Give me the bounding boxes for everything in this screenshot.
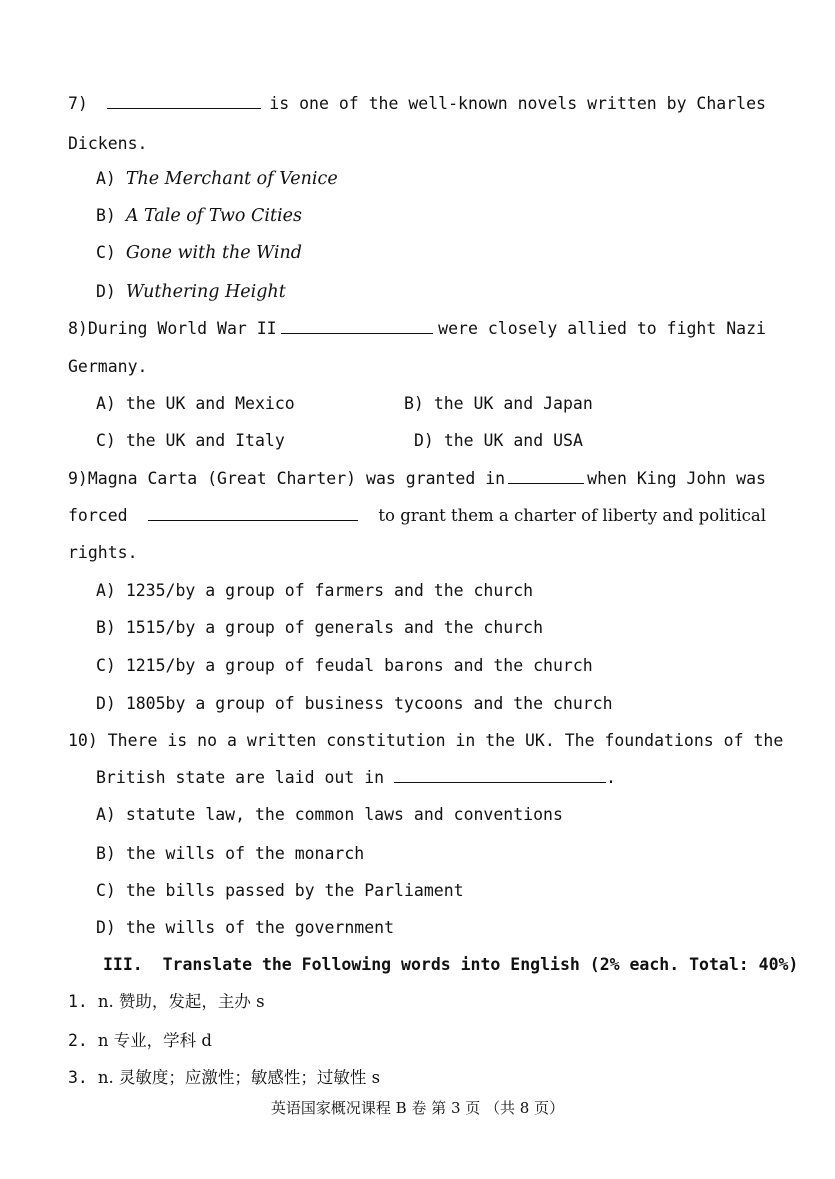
q8-stem-a: During World War II — [87, 319, 277, 338]
q9-line2-a: forced — [68, 506, 128, 525]
q9-stem-line — [68, 469, 766, 489]
q9-answer-blank-2[interactable] — [148, 506, 358, 521]
q7-option-b[interactable]: B) A Tale of Two Cities — [96, 206, 302, 226]
q8-number: 8) — [68, 319, 88, 338]
q8-option-a[interactable]: A) the UK and Mexico — [96, 394, 295, 413]
q9-number: 9) — [68, 469, 88, 488]
q8-option-d[interactable]: D) the UK and USA — [414, 431, 583, 450]
q10-number: 10) — [68, 731, 98, 750]
q9-line2-b: to grant them a charter of liberty and political — [378, 506, 766, 525]
q7-stem-text: is one of the well-known novels written by Charles — [269, 94, 766, 113]
q7-stem-continued: Dickens. — [68, 134, 148, 153]
q9-answer-blank-1[interactable] — [508, 469, 584, 484]
q9-option-c[interactable]: C) 1215/by a group of feudal barons and the church — [96, 656, 593, 675]
q7-option-c[interactable]: C) Gone with the Wind — [96, 243, 302, 263]
section-3-heading: III. Translate the Following words into English (2% each. Total: 40%) — [103, 955, 799, 974]
page-footer: 英语国家概况课程 B 卷 第 3 页 （共 8 页） — [270, 1099, 565, 1117]
q8-stem-line — [68, 319, 766, 339]
q9-option-b[interactable]: B) 1515/by a group of generals and the church — [96, 618, 544, 637]
q10-option-d[interactable]: D) the wills of the government — [96, 918, 395, 937]
q7-option-a[interactable]: A) The Merchant of Venice — [96, 169, 338, 189]
q8-option-b[interactable]: B) the UK and Japan — [404, 394, 593, 413]
q10-stem: There is no a written constitution in the UK. The foundations of the — [107, 731, 784, 750]
q10-line2: British state are laid out in . — [96, 768, 616, 787]
q7-number: 7) — [68, 94, 88, 113]
translate-item-3: 3. n. 灵敏度；应激性；敏感性；过敏性 s — [68, 1068, 381, 1087]
q8-answer-blank[interactable] — [281, 319, 433, 334]
q10-option-a[interactable]: A) statute law, the common laws and conventions — [96, 805, 563, 824]
q10-stem-line — [68, 731, 783, 751]
q9-line2 — [68, 506, 766, 526]
q7-stem-line — [68, 94, 766, 114]
q7-option-d[interactable]: D) Wuthering Height — [96, 282, 286, 302]
q8-option-c[interactable]: C) the UK and Italy — [96, 431, 285, 450]
q9-option-a[interactable]: A) 1235/by a group of farmers and the church — [96, 581, 534, 600]
q7-answer-blank[interactable] — [107, 94, 261, 109]
translate-item-1: 1. n. 赞助，发起，主办 s — [68, 992, 265, 1011]
q8-stem-continued: Germany. — [68, 357, 148, 376]
q9-stem-continued: rights. — [68, 543, 138, 562]
q9-stem-a: Magna Carta (Great Charter) was granted in — [87, 469, 506, 488]
q10-answer-blank[interactable] — [394, 768, 606, 783]
q9-option-d[interactable]: D) 1805by a group of business tycoons and the church — [96, 694, 613, 713]
q10-option-b[interactable]: B) the wills of the monarch — [96, 844, 365, 863]
q8-stem-b: were closely allied to fight Nazi — [438, 319, 766, 338]
q10-option-c[interactable]: C) the bills passed by the Parliament — [96, 881, 464, 900]
q9-stem-b: when King John was — [587, 469, 766, 488]
translate-item-2: 2. n 专业，学科 d — [68, 1031, 212, 1050]
